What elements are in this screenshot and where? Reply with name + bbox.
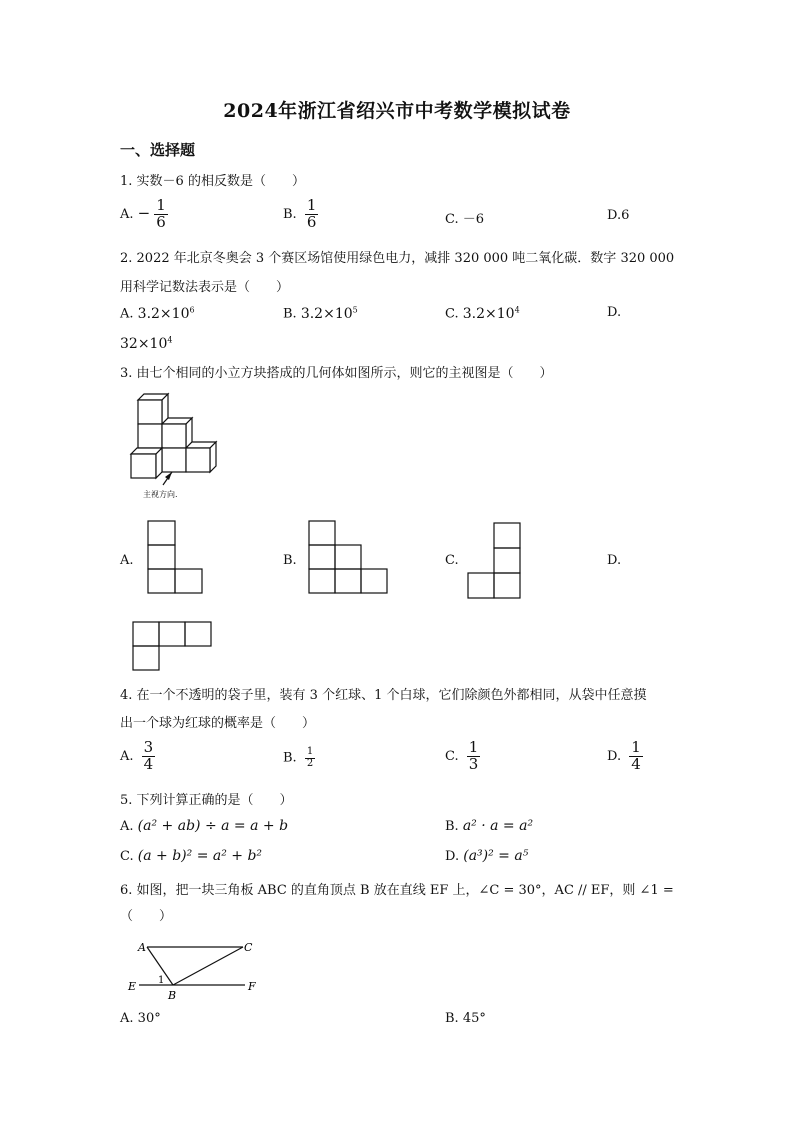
q2-option-a[interactable] [120, 305, 195, 322]
numerator: 3 [143, 738, 154, 756]
option-expression: (a³)² = a⁵ [463, 848, 529, 864]
option-label: A. [120, 206, 134, 222]
q3-option-c-view[interactable] [466, 522, 524, 600]
denominator: 4 [143, 754, 154, 773]
q5-option-d[interactable] [445, 848, 528, 864]
q3-option-c-label[interactable]: C. [445, 553, 459, 568]
triangle-figure [125, 935, 265, 1005]
option-label: B. [283, 206, 297, 222]
option-value: 45° [462, 1011, 486, 1026]
point-f: F [248, 980, 256, 993]
q2-option-d[interactable] [120, 335, 172, 352]
numerator: 1 [306, 196, 317, 214]
option-label: D. [445, 849, 460, 864]
q4-option-b[interactable] [283, 747, 315, 769]
q6-option-b[interactable] [445, 1011, 486, 1026]
q3-option-b-label[interactable]: B. [283, 553, 297, 568]
option-label: C. [120, 849, 134, 864]
option-label: B. [445, 819, 459, 834]
option-label: D. [607, 748, 622, 764]
sci-notation [138, 306, 195, 322]
option-label: D. [607, 208, 622, 223]
q2-option-b[interactable] [283, 305, 358, 322]
fraction [154, 198, 168, 231]
question-6-stem-line1: 6. 如图，把一块三角板 ABC 的直角顶点 B 放在直线 EF 上，∠C = 30°，AC // EF，则 ∠1 = [120, 883, 674, 898]
q3-option-b-view[interactable] [307, 520, 389, 596]
option-label: C. [445, 212, 459, 227]
question-4-stem-line2: 出一个球为红球的概率是（ ） [120, 716, 316, 731]
q3-option-d-view[interactable] [131, 620, 213, 674]
option-label: C. [445, 306, 459, 322]
numerator: 1 [468, 738, 479, 756]
q5-option-c[interactable] [120, 848, 262, 864]
fraction [142, 740, 156, 773]
option-value: 30° [137, 1011, 161, 1026]
option-label: A. [120, 306, 134, 322]
minus-sign: − [137, 203, 151, 222]
q5-option-b[interactable] [445, 818, 533, 834]
option-value: －6 [462, 212, 485, 227]
sci-notation [301, 306, 358, 322]
sci-base: 3.2×10 [462, 305, 515, 322]
question-2-stem-line2: 用科学记数法表示是（ ） [120, 280, 290, 295]
question-6-stem-line2: （ ） [120, 909, 173, 924]
q1-option-d[interactable] [607, 208, 629, 223]
vertex-c: C [244, 941, 253, 954]
sci-exponent: 4 [167, 335, 173, 344]
fraction [305, 198, 319, 231]
vertex-b: B [168, 989, 177, 1002]
page-title: 2024年浙江省绍兴市中考数学模拟试卷 [223, 100, 571, 122]
option-value: 6 [621, 208, 630, 223]
q5-option-a[interactable] [120, 818, 288, 834]
denominator: 6 [306, 212, 317, 231]
sci-exponent: 5 [352, 305, 358, 314]
numerator: 1 [631, 738, 641, 756]
sci-base: 3.2×10 [300, 305, 353, 322]
denominator: 6 [156, 212, 166, 231]
figure-caption: 主视方向. [143, 490, 178, 499]
sci-notation [463, 306, 520, 322]
option-expression: (a + b)² = a² + b² [137, 848, 263, 864]
angle-1-label: 1 [158, 975, 165, 986]
vertex-a: A [138, 941, 146, 954]
q4-option-c[interactable] [445, 740, 480, 773]
option-label: C. [445, 748, 459, 764]
question-1-stem: 1. 实数－6 的相反数是（ ） [120, 174, 305, 189]
option-expression: a² · a = a² [462, 818, 534, 834]
point-e: E [128, 980, 137, 993]
denominator: 3 [468, 754, 479, 773]
sci-exponent: 6 [189, 305, 195, 314]
q1-option-b[interactable] [283, 198, 318, 231]
sci-notation [120, 336, 172, 352]
q4-option-d[interactable] [607, 740, 643, 773]
sci-exponent: 4 [514, 305, 520, 314]
option-label: A. [120, 748, 134, 764]
q3-option-a-label[interactable]: A. [120, 553, 134, 568]
q6-option-a[interactable] [120, 1011, 161, 1026]
section-heading: 一、选择题 [120, 141, 196, 159]
q1-option-a[interactable] [120, 198, 168, 231]
q3-option-d-label[interactable]: D. [607, 553, 622, 568]
q2-option-c[interactable] [445, 305, 520, 322]
option-label: A. [120, 819, 134, 834]
question-2-stem-line1: 2. 2022 年北京冬奥会 3 个赛区场馆使用绿色电力，减排 320 000 吨二氧化碳．数字 320 000 [120, 251, 675, 266]
sci-base: 3.2×10 [137, 305, 190, 322]
numerator: 1 [306, 746, 314, 757]
fraction [305, 747, 315, 769]
q1-option-c[interactable] [445, 208, 484, 227]
sci-base: 32×10 [120, 335, 168, 352]
question-3-stem: 3. 由七个相同的小立方块搭成的几何体如图所示，则它的主视图是（ ） [120, 366, 553, 381]
fraction [467, 740, 481, 773]
option-expression: (a² + ab) ÷ a = a + b [137, 818, 289, 834]
q4-option-a[interactable] [120, 740, 155, 773]
option-label: B. [283, 750, 297, 766]
option-label: B. [283, 306, 297, 322]
q3-option-a-view[interactable] [146, 520, 206, 596]
fraction [629, 740, 643, 773]
denominator: 4 [631, 754, 641, 773]
numerator: 1 [156, 196, 166, 214]
denominator: 2 [306, 757, 314, 769]
question-4-stem-line1: 4. 在一个不透明的袋子里，装有 3 个红球、1 个白球，它们除颜色外都相同，从袋中任意摸 [120, 688, 647, 703]
cube-figure [125, 390, 235, 505]
question-5-stem: 5. 下列计算正确的是（ ） [120, 793, 293, 808]
option-label: B. [445, 1011, 459, 1026]
q2-option-d-label[interactable]: D. [607, 305, 622, 320]
option-label: A. [120, 1011, 134, 1026]
